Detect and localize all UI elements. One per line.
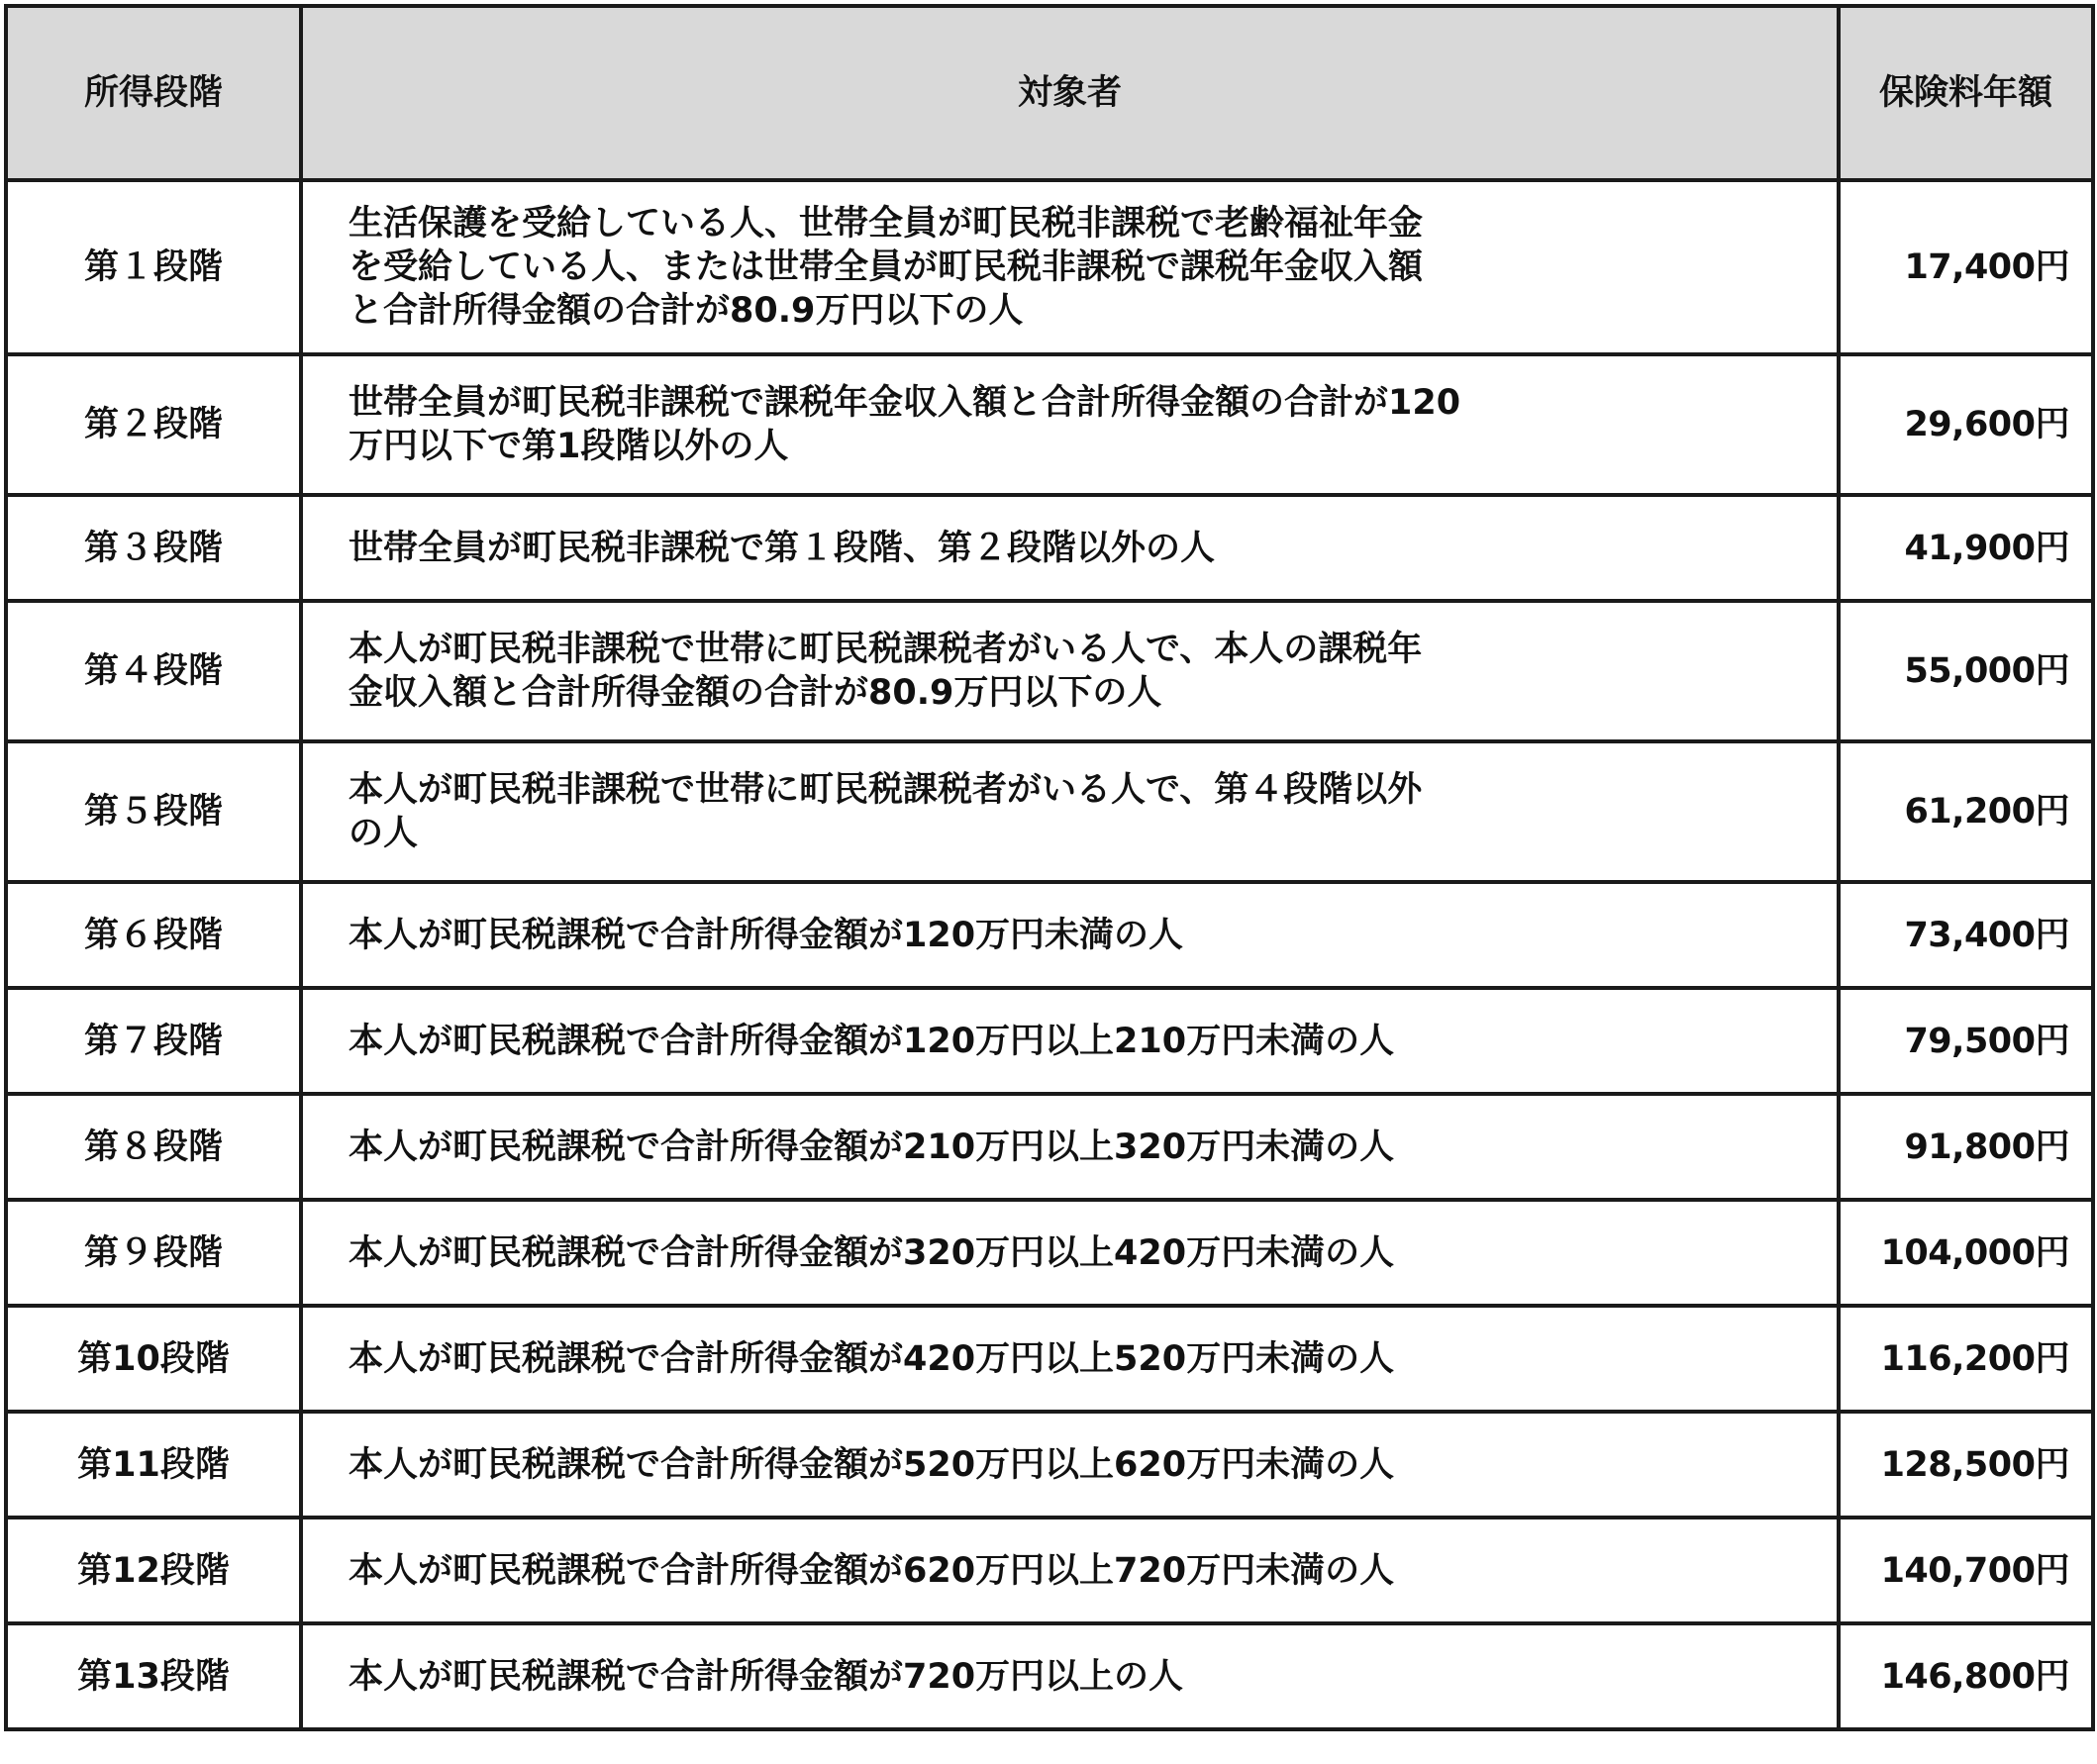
table-row xyxy=(6,1094,2093,1200)
header-target: 対象者 xyxy=(301,6,1839,180)
amount-cell: 29,600円 xyxy=(1839,354,2093,495)
stage-cell: 第５段階 xyxy=(6,741,301,882)
target-cell xyxy=(301,988,1839,1094)
target-line: 本人が町民税非課税で世帯に町民税課税者がいる人で、本人の課税年 xyxy=(349,630,1423,669)
table-row xyxy=(6,354,2093,495)
table-row xyxy=(6,1306,2093,1412)
amount-cell: 128,500円 xyxy=(1839,1412,2093,1518)
stage-cell: 第７段階 xyxy=(6,988,301,1094)
target-cell xyxy=(301,354,1839,495)
target-line: と合計所得金額の合計が80.9万円以下の人 xyxy=(349,291,1024,331)
target-cell xyxy=(301,882,1839,988)
amount-cell: 61,200円 xyxy=(1839,741,2093,882)
table-row xyxy=(6,741,2093,882)
stage-cell: 第３段階 xyxy=(6,495,301,601)
target-line: 本人が町民税課税で合計所得金額が520万円以上620万円未満の人 xyxy=(349,1444,1395,1485)
target-cell xyxy=(301,1412,1839,1518)
target-line: の人 xyxy=(349,814,419,853)
target-cell xyxy=(301,180,1839,354)
table-row xyxy=(6,1200,2093,1306)
table-row xyxy=(6,1412,2093,1518)
target-line: 本人が町民税課税で合計所得金額が210万円以上320万円未満の人 xyxy=(349,1127,1395,1167)
stage-cell: 第１段階 xyxy=(6,180,301,354)
insurance-premium-table xyxy=(4,4,2095,1731)
amount-cell: 140,700円 xyxy=(1839,1518,2093,1623)
amount-cell: 146,800円 xyxy=(1839,1623,2093,1729)
amount-cell: 55,000円 xyxy=(1839,601,2093,741)
stage-cell: 第10段階 xyxy=(6,1306,301,1412)
target-line: 本人が町民税課税で合計所得金額が720万円以上の人 xyxy=(349,1656,1184,1697)
amount-cell: 73,400円 xyxy=(1839,882,2093,988)
target-line: 本人が町民税非課税で世帯に町民税課税者がいる人で、第４段階以外 xyxy=(349,770,1423,810)
table-row xyxy=(6,988,2093,1094)
header-stage: 所得段階 xyxy=(6,6,301,180)
target-cell xyxy=(301,601,1839,741)
target-cell xyxy=(301,1094,1839,1200)
stage-cell: 第13段階 xyxy=(6,1623,301,1729)
target-cell xyxy=(301,741,1839,882)
table-row xyxy=(6,601,2093,741)
stage-cell: 第２段階 xyxy=(6,354,301,495)
target-line: 本人が町民税課税で合計所得金額が620万円以上720万円未満の人 xyxy=(349,1550,1395,1591)
target-line: 生活保護を受給している人、世帯全員が町民税非課税で老齢福祉年金 xyxy=(349,204,1424,244)
target-line: 金収入額と合計所得金額の合計が80.9万円以下の人 xyxy=(349,673,1162,713)
table-row xyxy=(6,882,2093,988)
stage-cell: 第８段階 xyxy=(6,1094,301,1200)
target-line: 世帯全員が町民税非課税で課税年金収入額と合計所得金額の合計が120 xyxy=(349,383,1461,423)
table-row xyxy=(6,180,2093,354)
target-cell xyxy=(301,1200,1839,1306)
stage-cell: 第９段階 xyxy=(6,1200,301,1306)
table-row xyxy=(6,495,2093,601)
target-line: 本人が町民税課税で合計所得金額が120万円以上210万円未満の人 xyxy=(349,1021,1395,1061)
amount-cell: 79,500円 xyxy=(1839,988,2093,1094)
stage-cell: 第６段階 xyxy=(6,882,301,988)
header-amount: 保険料年額 xyxy=(1839,6,2093,180)
target-cell xyxy=(301,1623,1839,1729)
amount-cell: 104,000円 xyxy=(1839,1200,2093,1306)
target-line: 本人が町民税課税で合計所得金額が420万円以上520万円未満の人 xyxy=(349,1338,1395,1379)
target-line: 本人が町民税課税で合計所得金額が120万円未満の人 xyxy=(349,915,1184,955)
target-line: を受給している人、または世帯全員が町民税非課税で課税年金収入額 xyxy=(349,247,1424,287)
premium-table-container xyxy=(4,4,2091,1731)
stage-cell: 第12段階 xyxy=(6,1518,301,1623)
target-line: 本人が町民税課税で合計所得金額が320万円以上420万円未満の人 xyxy=(349,1232,1395,1273)
stage-cell: 第11段階 xyxy=(6,1412,301,1518)
stage-cell: 第４段階 xyxy=(6,601,301,741)
amount-cell: 116,200円 xyxy=(1839,1306,2093,1412)
amount-cell: 41,900円 xyxy=(1839,495,2093,601)
target-cell xyxy=(301,495,1839,601)
amount-cell: 91,800円 xyxy=(1839,1094,2093,1200)
table-row xyxy=(6,1623,2093,1729)
target-line: 世帯全員が町民税非課税で第１段階、第２段階以外の人 xyxy=(349,528,1216,568)
table-header-row xyxy=(6,6,2093,180)
target-cell xyxy=(301,1518,1839,1623)
target-line: 万円以下で第1段階以外の人 xyxy=(349,427,789,466)
amount-cell: 17,400円 xyxy=(1839,180,2093,354)
target-cell xyxy=(301,1306,1839,1412)
table-row xyxy=(6,1518,2093,1623)
